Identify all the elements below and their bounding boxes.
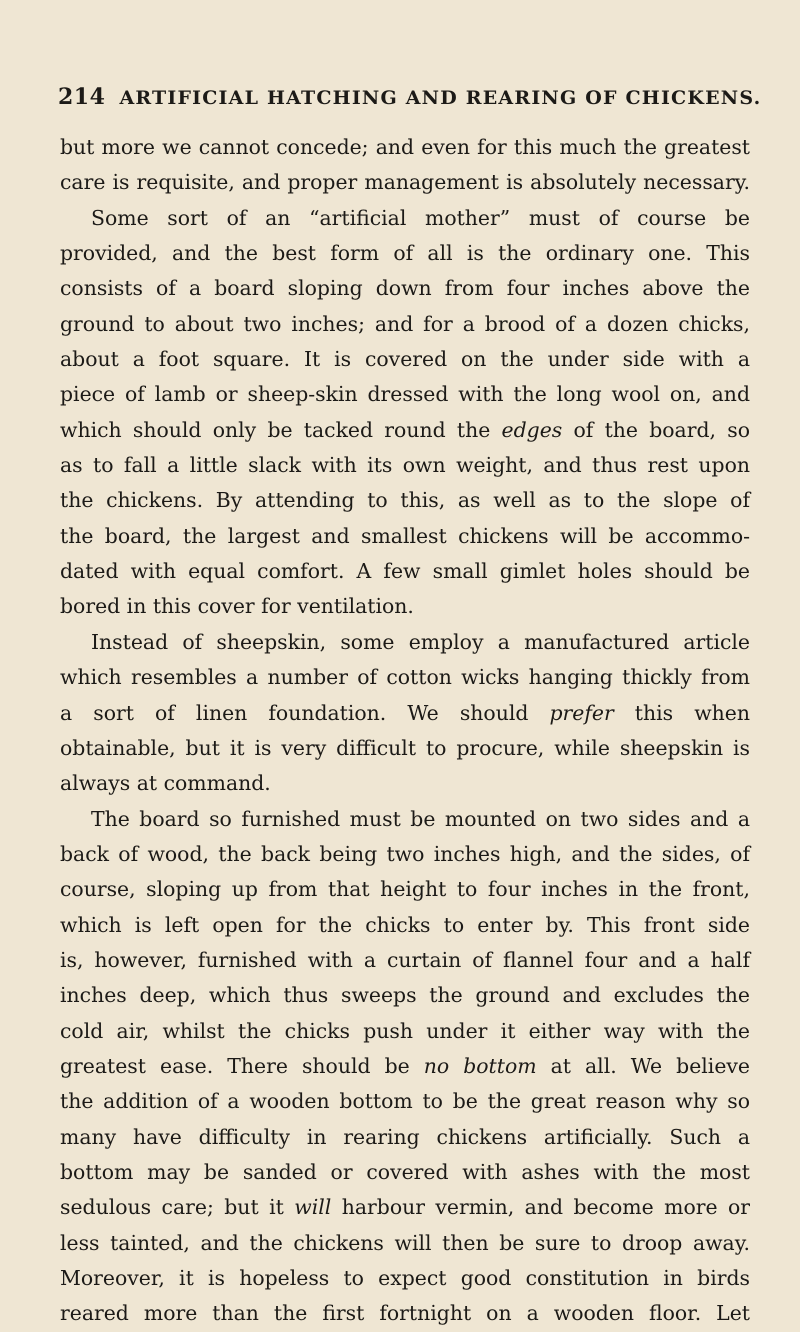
italic-emphasis: prefer	[549, 700, 614, 725]
text-line: the board, the largest and smallest chickens will be accommo-	[60, 523, 750, 548]
text-line: about a foot square. It is covered on the under side with a	[60, 347, 750, 372]
italic-emphasis: will	[294, 1195, 332, 1220]
italic-emphasis: no bottom	[423, 1053, 537, 1078]
text-line: provided, and the best form of all is the ordinary one. This	[60, 241, 750, 266]
text-line: piece of lamb or sheep-skin dressed with the long wool on, and	[60, 382, 750, 407]
body-text	[60, 130, 750, 1332]
text-line: which is left open for the chicks to enter by. This front side	[60, 912, 750, 937]
text-line: course, sloping up from that height to four inches in the front,	[60, 877, 750, 902]
text-line: The board so furnished must be mounted on two sides and a	[91, 806, 750, 831]
text-line: a sort of linen foundation. We should prefer this when	[60, 700, 750, 725]
text-line: always at command.	[60, 771, 271, 796]
text-line: cold air, whilst the chicks push under it either way with the	[60, 1018, 750, 1043]
text-line: reared more than the first fortnight on a wooden floor. Let	[60, 1301, 750, 1326]
text-line: Moreover, it is hopeless to expect good constitution in birds	[60, 1266, 750, 1290]
italic-emphasis: edges	[501, 417, 563, 442]
running-title: ARTIFICIAL HATCHING AND REARING OF CHICKENS.	[119, 87, 762, 109]
text-line: greatest ease. There should be no bottom at all. We believe	[60, 1053, 750, 1078]
page-number: 214	[58, 84, 106, 110]
text-line: many have difficulty in rearing chickens artificially. Such a	[60, 1124, 750, 1149]
text-line: but more we cannot concede; and even for this much the greatest	[60, 135, 750, 159]
page-header	[58, 84, 762, 110]
text-line: obtainable, but it is very difficult to procure, while sheepskin is	[60, 735, 750, 760]
text-line: which should only be tacked round the edges of the board, so	[60, 417, 750, 442]
text-line: dated with equal comfort. A few small gimlet holes should be	[60, 559, 750, 584]
text-line: bored in this cover for ventilation.	[60, 594, 414, 619]
text-line: the addition of a wooden bottom to be the great reason why so	[60, 1089, 750, 1114]
text-line: bottom may be sanded or covered with ashes with the most	[60, 1159, 750, 1184]
text-line: back of wood, the back being two inches high, and the sides, of	[60, 841, 750, 866]
text-line: Instead of sheepskin, some employ a manufactured article	[91, 629, 750, 654]
text-line: as to fall a little slack with its own weight, and thus rest upon	[60, 453, 750, 478]
text-line: is, however, furnished with a curtain of flannel four and a half	[60, 947, 750, 972]
text-line: sedulous care; but it will harbour vermin, and become more or	[60, 1195, 750, 1220]
text-line: less tainted, and the chickens will then be sure to droop away.	[60, 1230, 750, 1255]
text-line: Some sort of an “artificial mother” must of course be	[91, 205, 750, 230]
text-line: care is requisite, and proper management is absolutely necessary.	[60, 170, 750, 195]
text-line: the chickens. By attending to this, as well as to the slope of	[60, 488, 750, 513]
text-line: which resembles a number of cotton wicks hanging thickly from	[60, 665, 750, 690]
text-line: inches deep, which thus sweeps the ground and excludes the	[60, 983, 750, 1008]
text-line: ground to about two inches; and for a brood of a dozen chicks,	[60, 311, 750, 336]
text-line: consists of a board sloping down from four inches above the	[60, 276, 750, 301]
